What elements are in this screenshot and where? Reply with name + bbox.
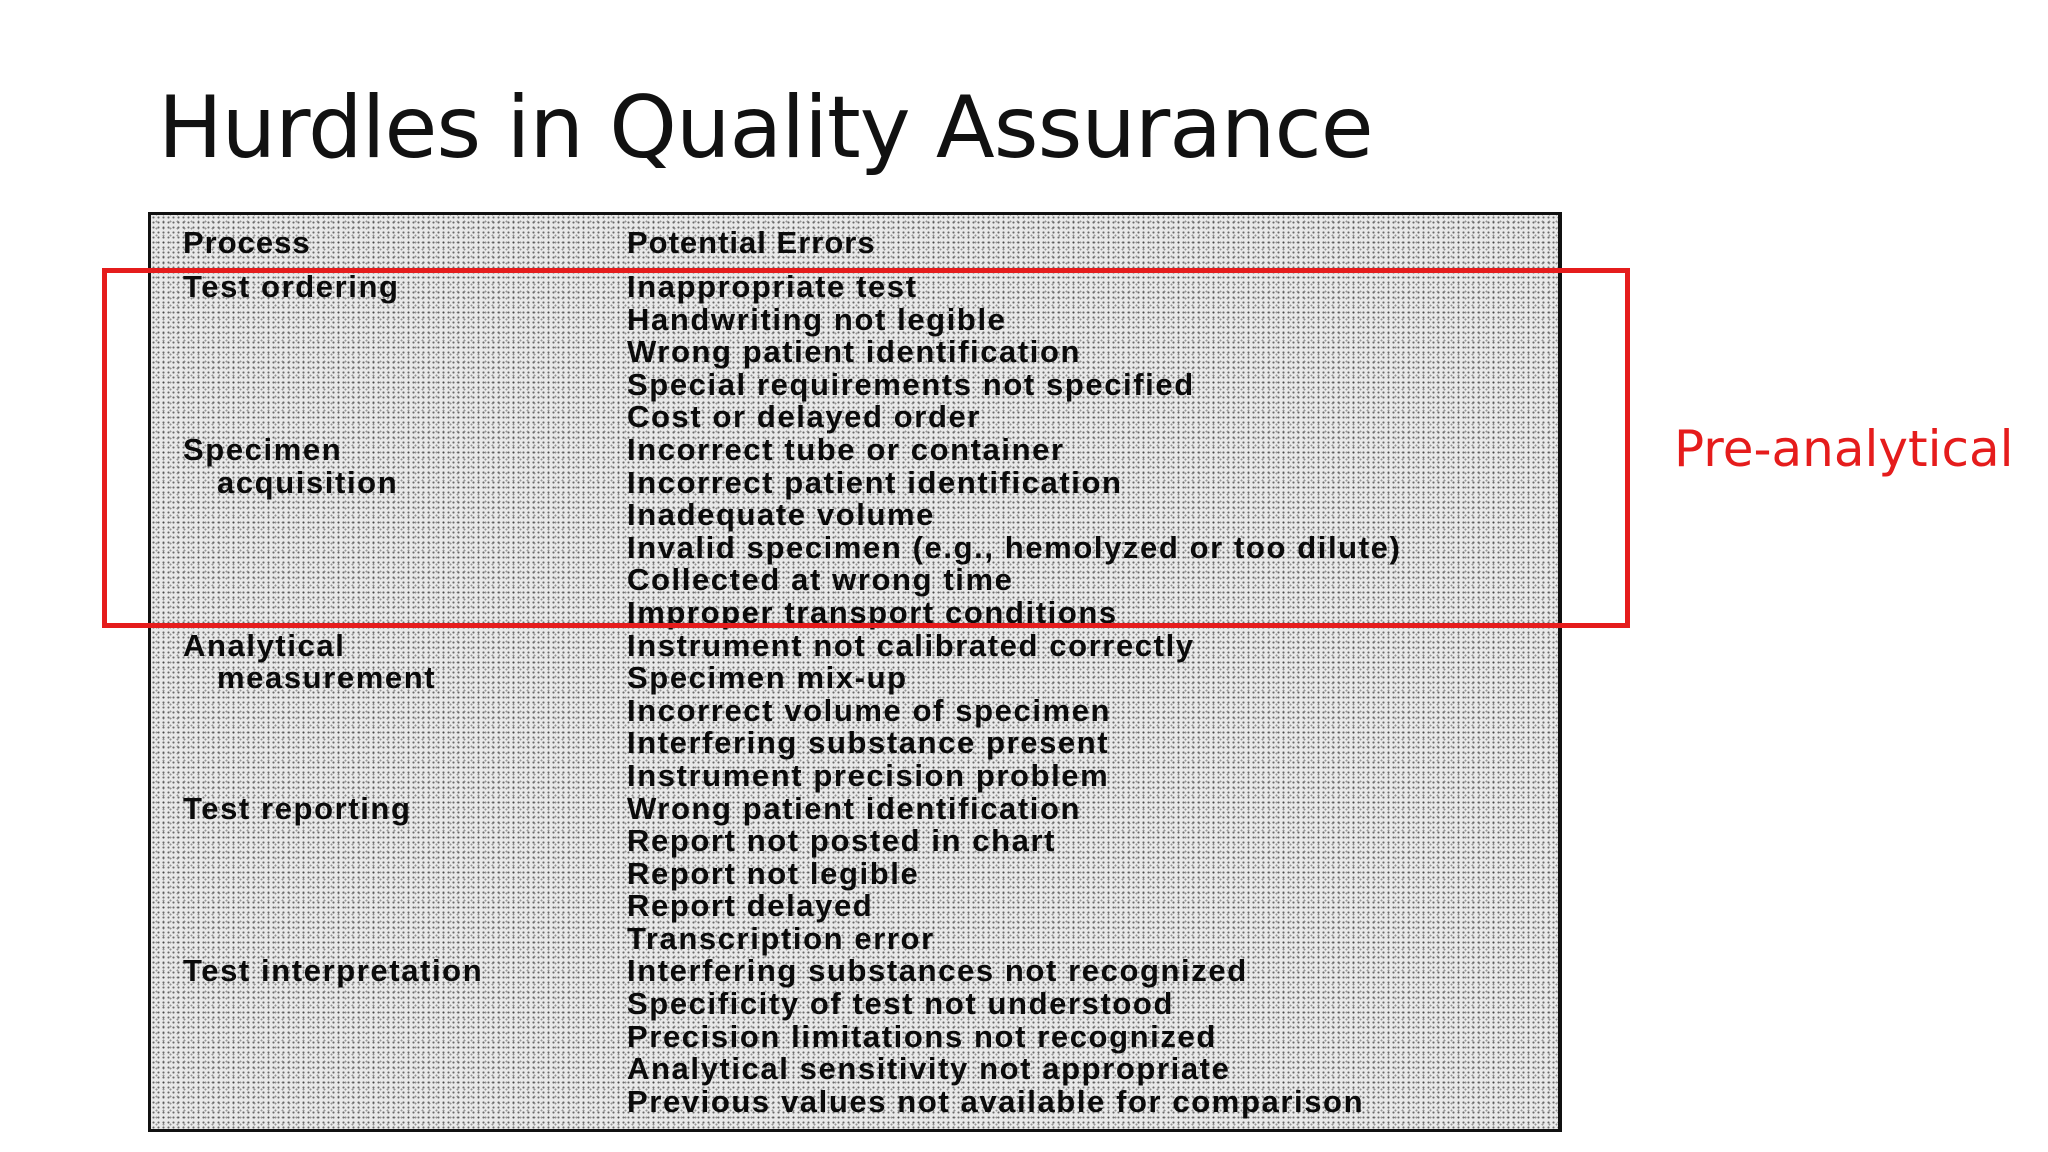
potential-error-item: Special requirements not specified: [627, 366, 1195, 402]
potential-error-item: Inadequate volume: [627, 497, 935, 533]
process-label: Test interpretation: [183, 953, 484, 989]
potential-error-item: Incorrect patient identification: [627, 464, 1123, 500]
potential-error-item: Interfering substances not recognized: [627, 953, 1248, 989]
process-label: Specimen: [183, 431, 343, 467]
potential-error-item: Previous values not available for comparison: [627, 1083, 1365, 1119]
potential-error-item: Precision limitations not recognized: [627, 1018, 1217, 1054]
potential-error-item: Analytical sensitivity not appropriate: [627, 1051, 1231, 1087]
process-spacer: [183, 825, 623, 858]
process-label: Test ordering: [183, 269, 400, 304]
potential-error-item: Report delayed: [627, 888, 874, 924]
process-spacer: [183, 890, 623, 923]
potential-error-item: Specimen mix-up: [627, 660, 908, 696]
potential-error-item: Specificity of test not understood: [627, 986, 1174, 1022]
potential-error-item: Handwriting not legible: [627, 301, 1007, 337]
slide-title: Hurdles in Quality Assurance: [158, 78, 1373, 178]
potential-error-item: Invalid specimen (e.g., hemolyzed or too dilute): [627, 529, 1402, 565]
process-label: Analytical: [183, 627, 346, 663]
potential-error-item: Report not posted in chart: [627, 823, 1057, 859]
process-spacer: [183, 923, 623, 956]
process-label: measurement: [217, 660, 437, 696]
potential-error-item: Instrument not calibrated correctly: [627, 627, 1195, 663]
process-spacer: [183, 695, 623, 728]
process-spacer: [183, 760, 623, 793]
potential-error-item: Wrong patient identification: [627, 334, 1082, 370]
potential-error-item: Wrong patient identification: [627, 790, 1082, 826]
process-spacer: [183, 858, 623, 891]
potential-error-item: Collected at wrong time: [627, 562, 1014, 598]
potential-error-item: Instrument precision problem: [627, 757, 1110, 793]
potential-error-item: Report not legible: [627, 855, 920, 891]
potential-error-item: Incorrect volume of specimen: [627, 692, 1112, 728]
potential-error-item: Transcription error: [627, 920, 935, 956]
process-label: Test reporting: [183, 790, 412, 826]
pre-analytical-highlight-box: [102, 268, 1630, 628]
process-label: acquisition: [217, 464, 399, 500]
potential-error-item: Interfering substance present: [627, 725, 1110, 761]
potential-error-item: Inappropriate test: [627, 269, 918, 304]
potential-error-item: Cost or delayed order: [627, 399, 982, 435]
pre-analytical-label: Pre-analytical: [1674, 420, 2014, 478]
potential-errors-column-header: Potential Errors: [627, 225, 876, 260]
potential-error-item: Improper transport conditions: [627, 594, 1118, 630]
process-column-header: Process: [183, 225, 311, 260]
process-spacer: [183, 727, 623, 760]
potential-error-item: Incorrect tube or container: [627, 431, 1065, 467]
